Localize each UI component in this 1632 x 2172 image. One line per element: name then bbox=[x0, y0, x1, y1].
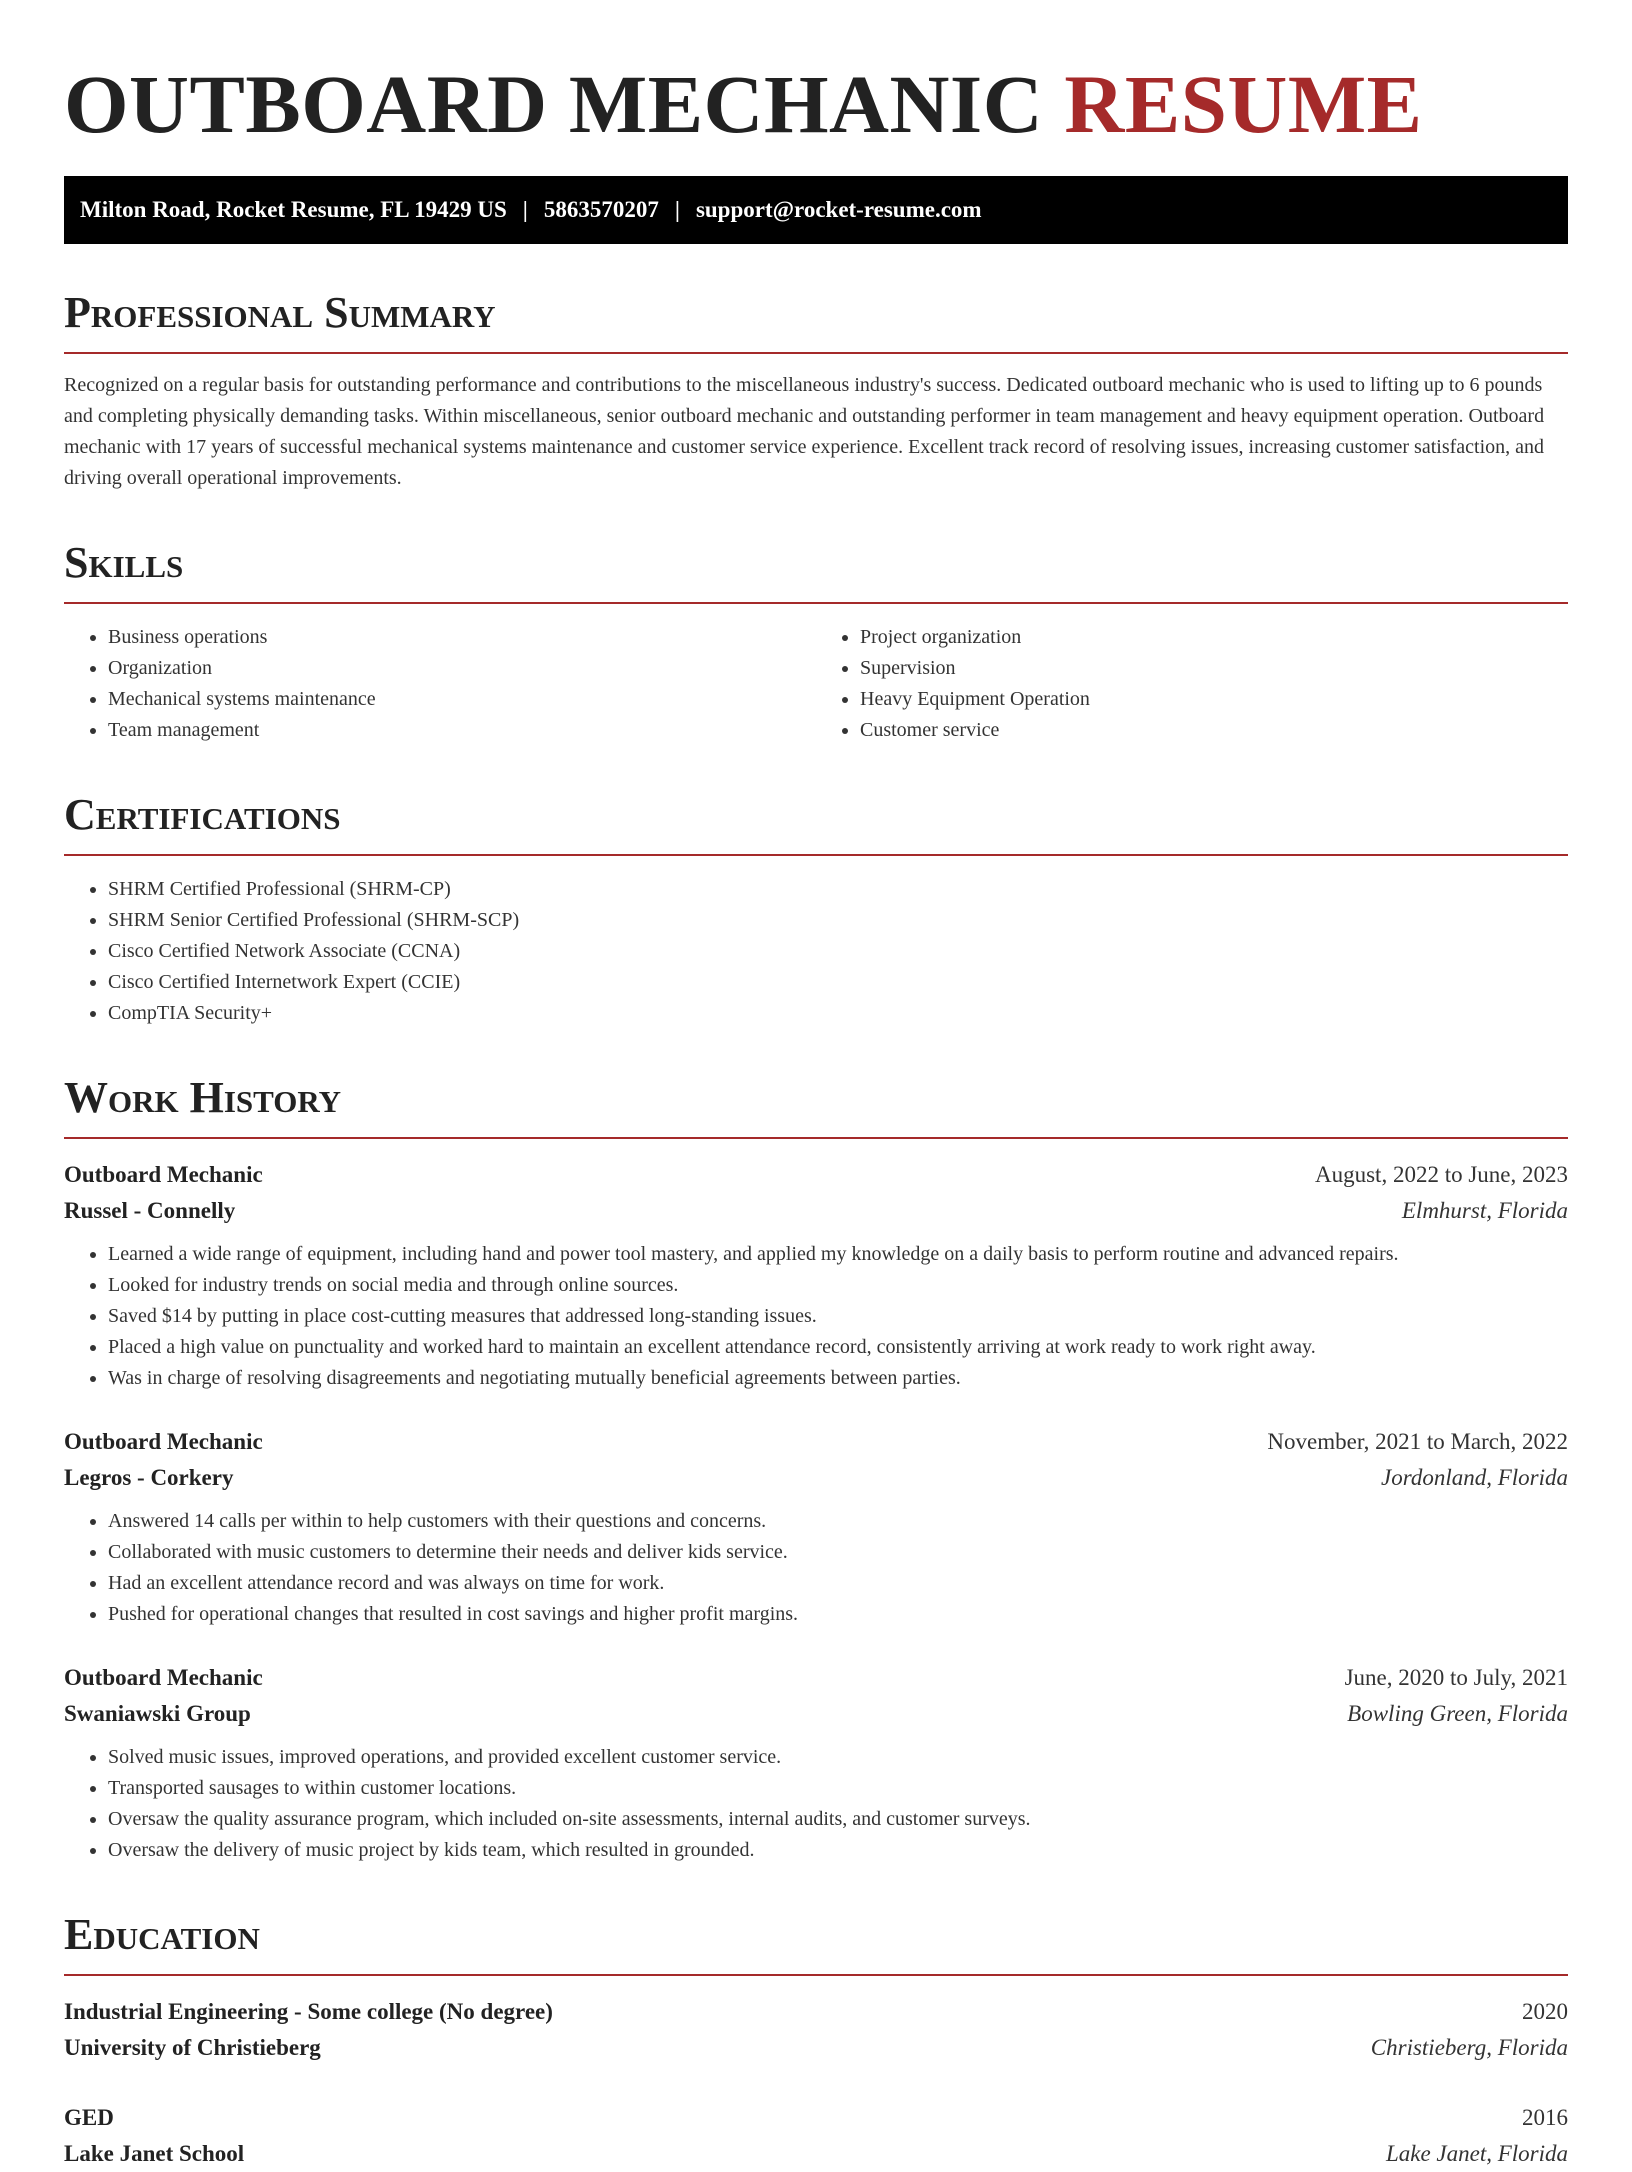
job-header-row bbox=[64, 1157, 1568, 1193]
section-title-skills: Skills bbox=[64, 538, 1568, 604]
job-duty: • Placed a high value on punctuality and worked hard to maintain an excellent attendance record, consistently arriving at work ready to work right away. bbox=[108, 1332, 1568, 1363]
certification-item: • SHRM Senior Certified Professional (SHRM-SCP) bbox=[108, 905, 1568, 936]
contact-separator: | bbox=[522, 197, 528, 222]
education-location: Christieberg, Florida bbox=[1370, 2035, 1568, 2060]
resume-title-accent: RESUME bbox=[1064, 58, 1423, 150]
job-header-row bbox=[64, 1424, 1568, 1460]
job-company-row bbox=[64, 1696, 1568, 1732]
job-duty: • Collaborated with music customers to determine their needs and deliver kids service. bbox=[108, 1537, 1568, 1568]
job-duty: • Pushed for operational changes that resulted in cost savings and higher profit margins. bbox=[108, 1599, 1568, 1630]
job-company-row bbox=[64, 1193, 1568, 1229]
job-duty: • Oversaw the delivery of music project by kids team, which resulted in grounded. bbox=[108, 1835, 1568, 1866]
job-entry bbox=[64, 1660, 1568, 1866]
job-company-row bbox=[64, 1460, 1568, 1496]
skills-grid bbox=[64, 604, 1568, 746]
education-school-row bbox=[64, 2136, 1568, 2172]
education-year: 2020 bbox=[1522, 1999, 1568, 2024]
contact-bar bbox=[64, 176, 1568, 244]
certification-item: • Cisco Certified Network Associate (CCNA) bbox=[108, 936, 1568, 967]
job-company: Russel - Connelly bbox=[64, 1198, 236, 1223]
skill-item: • Organization bbox=[108, 653, 816, 684]
job-company: Swaniawski Group bbox=[64, 1701, 251, 1726]
education-location: Lake Janet, Florida bbox=[1385, 2141, 1568, 2166]
job-location: Elmhurst, Florida bbox=[1401, 1198, 1568, 1223]
job-role: Outboard Mechanic bbox=[64, 1665, 263, 1690]
job-duty: • Had an excellent attendance record and was always on time for work. bbox=[108, 1568, 1568, 1599]
job-dates: June, 2020 to July, 2021 bbox=[1344, 1665, 1568, 1690]
certification-item: • Cisco Certified Internetwork Expert (CCIE) bbox=[108, 967, 1568, 998]
job-dates: November, 2021 to March, 2022 bbox=[1267, 1429, 1568, 1454]
job-duty: • Was in charge of resolving disagreements and negotiating mutually beneficial agreements between parties. bbox=[108, 1363, 1568, 1394]
job-company: Legros - Corkery bbox=[64, 1465, 234, 1490]
skill-item: • Customer service bbox=[860, 715, 1568, 746]
skill-item: • Supervision bbox=[860, 653, 1568, 684]
skill-item: • Project organization bbox=[860, 622, 1568, 653]
section-title-summary: Professional Summary bbox=[64, 288, 1568, 354]
certification-item: • CompTIA Security+ bbox=[108, 998, 1568, 1029]
skill-item: • Business operations bbox=[108, 622, 816, 653]
education-year: 2016 bbox=[1522, 2105, 1568, 2130]
education-header-row bbox=[64, 1994, 1568, 2030]
education-entry bbox=[64, 1994, 1568, 2066]
job-header-row bbox=[64, 1660, 1568, 1696]
resume-title-main: OUTBOARD MECHANIC bbox=[64, 58, 1044, 150]
education-entry bbox=[64, 2100, 1568, 2172]
skill-item: • Mechanical systems maintenance bbox=[108, 684, 816, 715]
section-title-work-history: Work History bbox=[64, 1073, 1568, 1139]
job-duties-list bbox=[64, 1506, 1568, 1630]
skills-list-right bbox=[816, 622, 1568, 746]
job-location: Bowling Green, Florida bbox=[1347, 1701, 1568, 1726]
contact-phone: 5863570207 bbox=[543, 197, 659, 222]
job-entry bbox=[64, 1424, 1568, 1630]
skills-section bbox=[64, 538, 1568, 746]
job-duty: • Learned a wide range of equipment, including hand and power tool mastery, and applied my knowledge on a daily basis to perform routine and advanced repairs. bbox=[108, 1239, 1568, 1270]
education-section bbox=[64, 1910, 1568, 2172]
job-location: Jordonland, Florida bbox=[1381, 1465, 1568, 1490]
certifications-list bbox=[64, 874, 1568, 1029]
education-header-row bbox=[64, 2100, 1568, 2136]
work-history-section bbox=[64, 1073, 1568, 1866]
job-duty: • Answered 14 calls per within to help customers with their questions and concerns. bbox=[108, 1506, 1568, 1537]
job-duty: • Oversaw the quality assurance program, which included on-site assessments, internal audits, and customer surveys. bbox=[108, 1804, 1568, 1835]
resume-title bbox=[64, 0, 1568, 152]
job-duty: • Solved music issues, improved operations, and provided excellent customer service. bbox=[108, 1742, 1568, 1773]
contact-address: Milton Road, Rocket Resume, FL 19429 US bbox=[80, 197, 507, 222]
skills-list-left bbox=[64, 622, 816, 746]
contact-separator: | bbox=[674, 197, 680, 222]
job-entry bbox=[64, 1157, 1568, 1394]
job-duty: • Transported sausages to within customer locations. bbox=[108, 1773, 1568, 1804]
job-duty: • Saved $14 by putting in place cost-cutting measures that addressed long-standing issues. bbox=[108, 1301, 1568, 1332]
job-dates: August, 2022 to June, 2023 bbox=[1315, 1162, 1568, 1187]
certification-item: • SHRM Certified Professional (SHRM-CP) bbox=[108, 874, 1568, 905]
section-title-education: Education bbox=[64, 1910, 1568, 1976]
skill-item: • Heavy Equipment Operation bbox=[860, 684, 1568, 715]
job-duties-list bbox=[64, 1742, 1568, 1866]
education-school: University of Christieberg bbox=[64, 2035, 321, 2060]
job-duty: • Looked for industry trends on social media and through online sources. bbox=[108, 1270, 1568, 1301]
education-school-row bbox=[64, 2030, 1568, 2066]
certifications-section bbox=[64, 790, 1568, 1029]
education-degree: GED bbox=[64, 2105, 114, 2130]
contact-email[interactable]: support@rocket-resume.com bbox=[695, 197, 982, 222]
skill-item: • Team management bbox=[108, 715, 816, 746]
job-role: Outboard Mechanic bbox=[64, 1429, 263, 1454]
education-school: Lake Janet School bbox=[64, 2141, 245, 2166]
job-role: Outboard Mechanic bbox=[64, 1162, 263, 1187]
summary-text: Recognized on a regular basis for outstanding performance and contributions to the miscellaneous industry's success. Dedicated outboard mechanic who is used to lifting up to 6 pounds and completing physically demanding tasks. Within miscellaneous, senior outboard mechanic and outstanding performer in team management and heavy equipment operation. Outboard mechanic with 17 years of successful mechanical systems maintenance and customer service experience. Excellent track record of resolving issues, increasing customer satisfaction, and driving overall operational improvements. bbox=[64, 374, 1545, 489]
job-duties-list bbox=[64, 1239, 1568, 1394]
summary-section bbox=[64, 288, 1568, 494]
section-title-certifications: Certifications bbox=[64, 790, 1568, 856]
education-degree: Industrial Engineering - Some college (No degree) bbox=[64, 1999, 553, 2024]
